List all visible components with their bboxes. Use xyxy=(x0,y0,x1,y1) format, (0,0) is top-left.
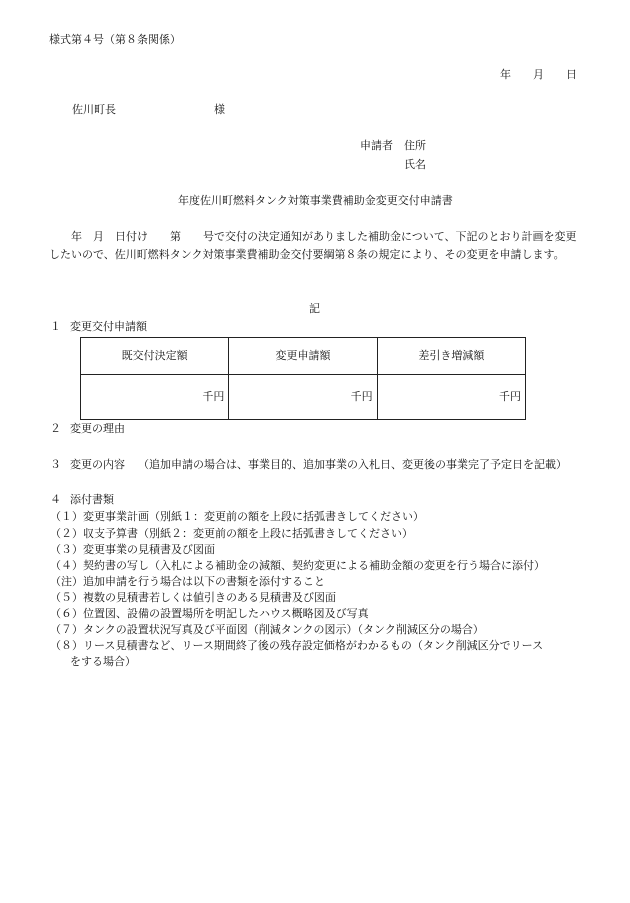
attachment-item-6: （６）位置図、設備の設置場所を明記したハウス概略図及び写真 xyxy=(50,607,369,620)
attachment-item-1: （１）変更事業計画（別紙１：変更前の額を上段に括弧書きしてください） xyxy=(50,510,424,523)
header-existing-amount: 既交付決定額 xyxy=(81,338,229,375)
section2-label: 変更の理由 xyxy=(70,422,125,435)
table-header-row xyxy=(81,338,526,375)
section1-number: １ xyxy=(50,320,61,333)
attachment-item-3: （３）変更事業の見積書及び図面 xyxy=(50,543,215,556)
addressee-honorific: 様 xyxy=(214,103,225,116)
attachment-item-8-continued: をする場合） xyxy=(70,655,136,668)
name-label: 氏名 xyxy=(404,158,426,171)
body-text: 年 月 日付け 第 号で交付の決定通知がありました補助金について、下記のとおり計画を変更したいので、佐川町燃料タンク対策事業費補助金交付要綱第８条の規定により、その変更を申請します。 xyxy=(49,230,577,261)
attachment-item-8: （８）リース見積書など、リース期間終了後の残存設定価格がわかるもの（タンク削減区分でリース xyxy=(50,639,544,652)
cell-existing-amount: 千円 xyxy=(81,375,229,420)
document-title: 年度佐川町燃料タンク対策事業費補助金変更交付申請書 xyxy=(178,194,453,207)
table-value-row xyxy=(81,375,526,420)
attachment-item-7: （７）タンクの設置状況写真及び平面図（削減タンクの図示）（タンク削減区分の場合） xyxy=(50,623,484,636)
header-change-amount: 変更申請額 xyxy=(229,338,377,375)
body-paragraph xyxy=(49,228,585,264)
form-number: 様式第４号（第８条関係） xyxy=(49,33,181,46)
attachment-item-2: （２）収支予算書（別紙２：変更前の額を上段に括弧書きしてください） xyxy=(50,527,413,540)
attachment-item-4: （４）契約書の写し（入札による補助金の減額、契約変更による補助金額の変更を行う場合に添付） xyxy=(50,559,545,572)
attachment-item-5: （５）複数の見積書若しくは値引きのある見積書及び図面 xyxy=(50,591,336,604)
ki-heading: 記 xyxy=(309,302,320,315)
header-difference: 差引き増減額 xyxy=(377,338,525,375)
cell-difference: 千円 xyxy=(377,375,525,420)
address-label: 住所 xyxy=(404,139,426,152)
addressee-name: 佐川町長 xyxy=(72,103,116,116)
section4-number: ４ xyxy=(50,493,61,506)
amount-table xyxy=(80,337,526,420)
applicant-label: 申請者 xyxy=(360,139,393,152)
section1-label: 変更交付申請額 xyxy=(70,320,147,333)
section3-note: （追加申請の場合は、事業目的、追加事業の入札日、変更後の事業完了予定日を記載） xyxy=(138,458,567,471)
section4-label: 添付書類 xyxy=(70,493,114,506)
section3-label: 変更の内容 xyxy=(70,458,125,471)
cell-change-amount: 千円 xyxy=(229,375,377,420)
section3-number: ３ xyxy=(50,458,61,471)
date-line: 年 月 日 xyxy=(500,68,577,81)
section2-number: ２ xyxy=(50,422,61,435)
attachment-note: （注）追加申請を行う場合は以下の書類を添付すること xyxy=(50,575,325,588)
